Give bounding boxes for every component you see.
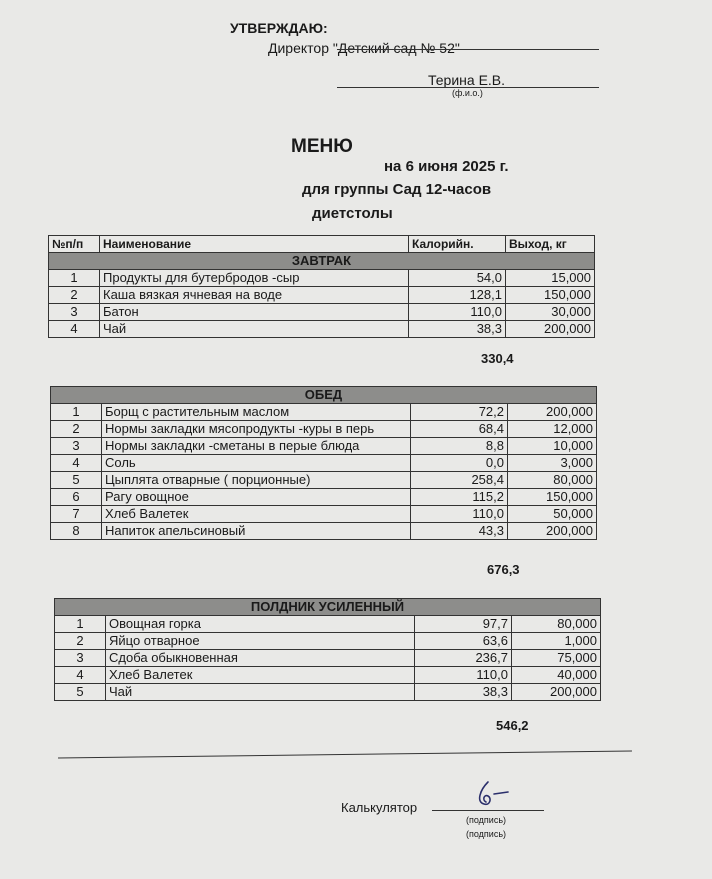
row-name: Рагу овощное [102,489,411,506]
snack-table [54,598,601,701]
table-row [55,684,601,701]
row-yield: 75,000 [512,650,601,667]
row-num: 5 [55,684,106,701]
section-title-breakfast: ЗАВТРАК [49,253,595,270]
table-row [49,321,595,338]
table-row [55,616,601,633]
row-yield: 200,000 [508,404,597,421]
column-header-name: Наименование [100,236,409,253]
row-name: Хлеб Валетек [102,506,411,523]
row-name: Продукты для бутербродов -сыр [100,270,409,287]
row-name: Чай [100,321,409,338]
menu-group: для группы Сад 12-часов [302,181,492,198]
row-yield: 3,000 [508,455,597,472]
breakfast-total: 330,4 [481,351,514,366]
row-num: 6 [51,489,102,506]
signature-caption-1: (подпись) [466,815,507,825]
row-name: Цыплята отварные ( порционные) [102,472,411,489]
row-num: 2 [55,633,106,650]
row-calories: 54,0 [409,270,506,287]
row-yield: 12,000 [508,421,597,438]
row-num: 3 [51,438,102,455]
row-calories: 38,3 [415,684,512,701]
breakfast-table [48,235,595,338]
row-yield: 40,000 [512,667,601,684]
table-row [49,270,595,287]
row-yield: 30,000 [506,304,595,321]
row-name: Нормы закладки мясопродукты -куры в перь [102,421,411,438]
table-row [51,506,597,523]
row-calories: 97,7 [415,616,512,633]
row-num: 3 [55,650,106,667]
row-num: 2 [49,287,100,304]
table-row [51,438,597,455]
table-row [49,287,595,304]
row-num: 7 [51,506,102,523]
row-calories: 8,8 [411,438,508,455]
row-name: Чай [106,684,415,701]
row-num: 1 [51,404,102,421]
snack-total: 546,2 [496,718,529,733]
row-yield: 80,000 [508,472,597,489]
row-yield: 150,000 [508,489,597,506]
row-calories: 72,2 [411,404,508,421]
table-row [55,650,601,667]
row-calories: 63,6 [415,633,512,650]
row-name: Соль [102,455,411,472]
row-calories: 110,0 [409,304,506,321]
row-yield: 50,000 [508,506,597,523]
row-yield: 150,000 [506,287,595,304]
row-num: 2 [51,421,102,438]
row-calories: 258,4 [411,472,508,489]
row-yield: 200,000 [508,523,597,540]
row-calories: 43,3 [411,523,508,540]
row-num: 4 [49,321,100,338]
row-name: Батон [100,304,409,321]
column-header-yield: Выход, кг [506,236,595,253]
row-yield: 200,000 [506,321,595,338]
column-header-num: №п/п [49,236,100,253]
column-header-row [49,236,595,253]
row-name: Напиток апельсиновый [102,523,411,540]
fio-caption: (ф.и.о.) [452,88,483,98]
row-yield: 10,000 [508,438,597,455]
director-label: Директор "Детский сад № 52" [268,40,460,56]
bottom-divider-line [58,750,632,758]
row-yield: 15,000 [506,270,595,287]
table-row [51,404,597,421]
row-calories: 110,0 [411,506,508,523]
row-num: 3 [49,304,100,321]
table-row [51,472,597,489]
approve-heading: УТВЕРЖДАЮ: [230,20,328,36]
section-title-snack: ПОЛДНИК УСИЛЕННЫЙ [55,599,601,616]
row-name: Каша вязкая ячневая на воде [100,287,409,304]
row-num: 1 [55,616,106,633]
row-calories: 110,0 [415,667,512,684]
row-name: Хлеб Валетек [106,667,415,684]
handwritten-signature [474,778,514,810]
row-yield: 80,000 [512,616,601,633]
lunch-total: 676,3 [487,562,520,577]
row-num: 1 [49,270,100,287]
section-title-lunch: ОБЕД [51,387,597,404]
row-calories: 236,7 [415,650,512,667]
row-name: Яйцо отварное [106,633,415,650]
table-row [51,455,597,472]
row-name: Овощная горка [106,616,415,633]
table-row [51,421,597,438]
calculator-signature-line [432,810,544,811]
table-row [55,667,601,684]
row-name: Борщ с растительным маслом [102,404,411,421]
row-yield: 200,000 [512,684,601,701]
column-header-calories: Калорийн. [409,236,506,253]
row-yield: 1,000 [512,633,601,650]
row-num: 4 [51,455,102,472]
row-num: 5 [51,472,102,489]
table-row [51,523,597,540]
menu-diet: диетстолы [312,205,393,222]
row-calories: 115,2 [411,489,508,506]
row-calories: 0,0 [411,455,508,472]
table-row [55,633,601,650]
row-name: Сдоба обыкновенная [106,650,415,667]
row-name: Нормы закладки -сметаны в перые блюда [102,438,411,455]
row-calories: 38,3 [409,321,506,338]
row-num: 8 [51,523,102,540]
signature-caption-2: (подпись) [466,829,507,839]
table-row [49,304,595,321]
menu-date: на 6 июня 2025 г. [384,158,509,175]
director-signature-line [337,49,599,50]
calculator-label: Калькулятор [341,800,418,815]
row-num: 4 [55,667,106,684]
table-row [51,489,597,506]
row-calories: 68,4 [411,421,508,438]
signer-name: Терина Е.В. [428,72,506,88]
row-calories: 128,1 [409,287,506,304]
lunch-table [50,386,597,540]
menu-title: МЕНЮ [291,136,353,157]
